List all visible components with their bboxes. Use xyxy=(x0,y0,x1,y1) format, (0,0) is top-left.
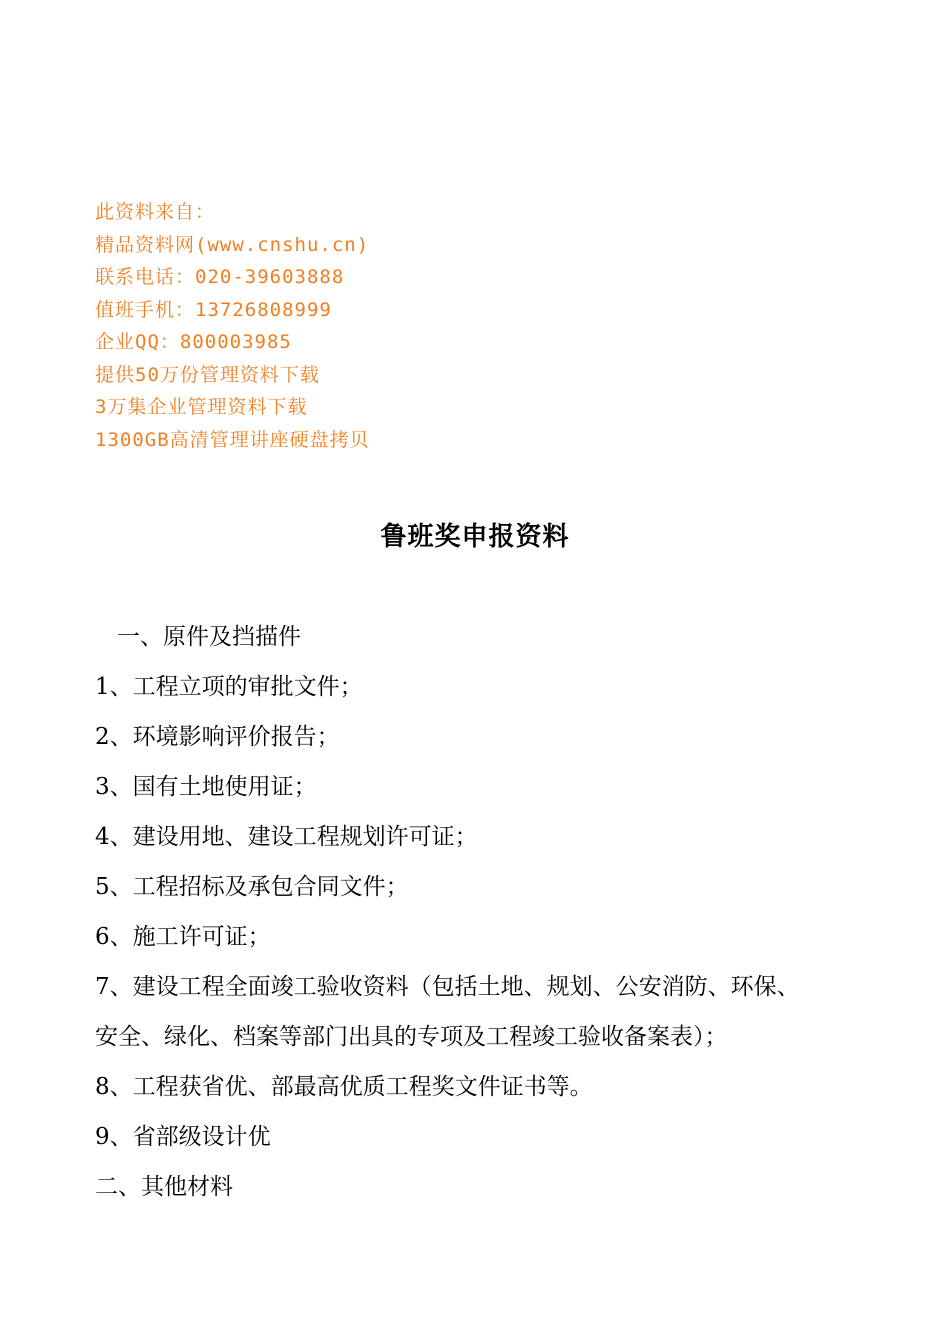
source-info-block xyxy=(95,196,795,456)
source-line-offer-3: 1300GB高清管理讲座硬盘拷贝 xyxy=(95,428,370,451)
source-line-qq: 企业QQ：800003985 xyxy=(95,331,292,353)
list-item: 9、省部级设计优 xyxy=(95,1124,271,1150)
source-line-phone: 联系电话：020-39603888 xyxy=(95,266,345,288)
section-heading-originals: 一、原件及挡描件 xyxy=(117,624,301,650)
source-line-from: 此资料来自： xyxy=(95,201,216,223)
document-body xyxy=(95,612,885,1212)
list-item: 8、工程获省优、部最高优质工程奖文件证书等。 xyxy=(95,1074,593,1100)
source-line-offer-1: 提供50万份管理资料下载 xyxy=(95,363,320,386)
list-item: 5、工程招标及承包合同文件； xyxy=(95,874,409,900)
list-item: 7、建设工程全面竣工验收资料（包括土地、规划、公安消防、环保、 xyxy=(95,974,800,1000)
source-line-website: 精品资料网(www.cnshu.cn) xyxy=(95,233,370,256)
list-item-continuation: 安全、绿化、档案等部门出具的专项及工程竣工验收备案表）； xyxy=(95,1024,728,1050)
list-item: 2、环境影响评价报告； xyxy=(95,724,340,750)
section-heading-other-materials: 二、其他材料 xyxy=(95,1174,233,1200)
list-item: 1、工程立项的审批文件； xyxy=(95,674,363,700)
list-item: 4、建设用地、建设工程规划许可证； xyxy=(95,824,478,850)
list-item: 6、施工许可证； xyxy=(95,924,271,950)
document-title: 鲁班奖申报资料 xyxy=(380,522,570,552)
source-line-offer-2: 3万集企业管理资料下载 xyxy=(95,396,308,418)
source-line-mobile: 值班手机：13726808999 xyxy=(95,298,332,321)
list-item: 3、国有土地使用证； xyxy=(95,774,317,800)
